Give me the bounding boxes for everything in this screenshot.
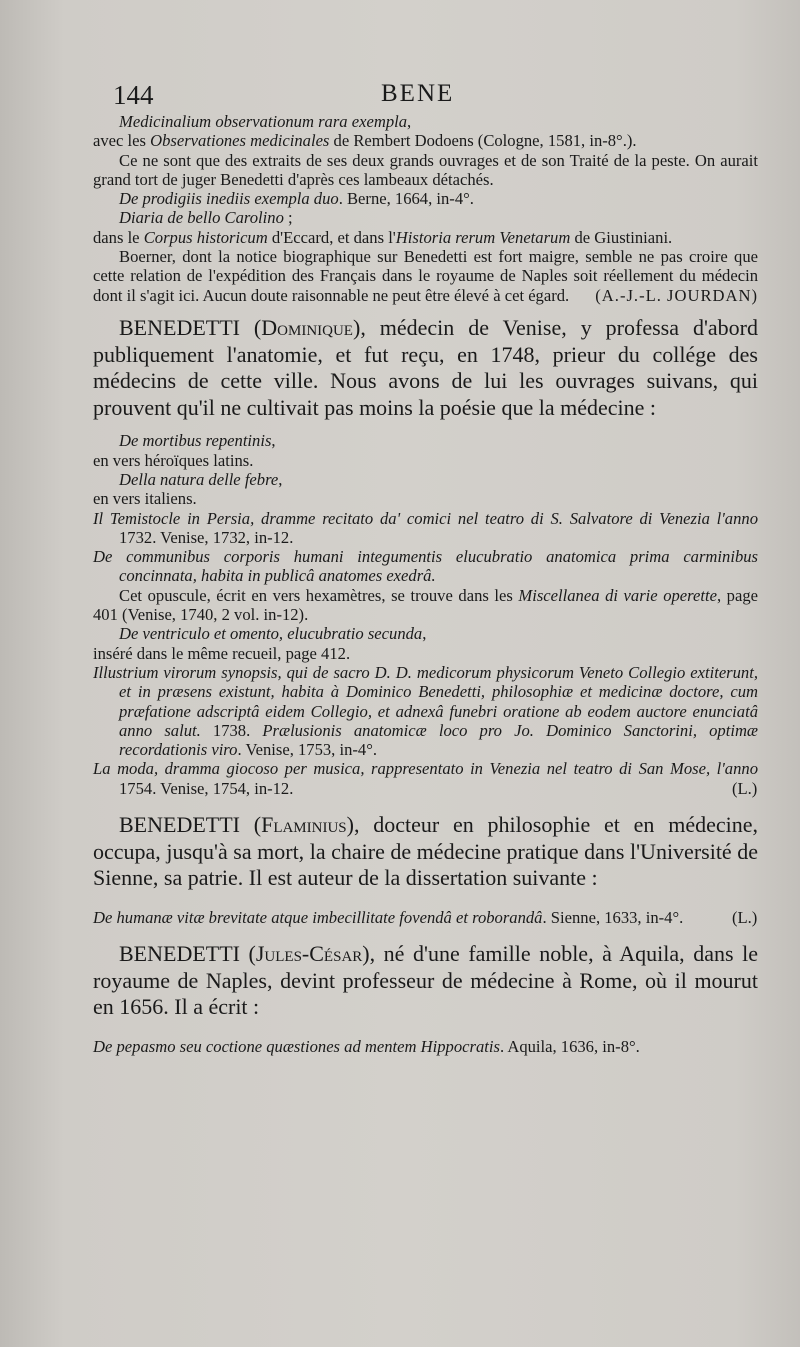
running-head: BENE	[381, 80, 455, 107]
work-note: en vers italiens.	[93, 489, 197, 509]
entry-heading-dominique: BENEDETTI (Dominique), médecin de Venise, y professa d'abord publiquement l'anatomie, et fut reçu, en 1748, prieur du collége des médecins de cette ville. Nous avons de lui les ouvrages suivans, qui prouvent qu'il ne cultivait pas moins la poésie que la médecine :	[93, 314, 758, 420]
work-title: De prodigiis inediis exempla duo. Berne, 1664, in-4°.	[119, 189, 474, 209]
page-content	[93, 78, 758, 1056]
author-signature: (A.-J.-L. JOURDAN)	[595, 285, 758, 305]
works-list-dominique	[93, 431, 758, 798]
page-number: 144	[113, 80, 154, 110]
commentary-paragraph: Ce ne sont que des extraits de ses deux grands ouvrages et de son Traité de la peste. On aurait grand tort de juger Benedetti d'après ces lambeaux détachés.	[93, 150, 758, 189]
work-title: De humanæ vitæ brevitate atque imbecillitate fovendâ et roborandâ. Sienne, 1633, in-4°. (L.)	[93, 907, 758, 927]
work-note: avec les Observationes medicinales de Rembert Dodoens (Cologne, 1581, in-8°.).	[93, 131, 637, 151]
work-note: Cet opuscule, écrit en vers hexamètres, se trouve dans les Miscellanea di varie operette, page 401 (Venise, 1740, 2 vol. in-12).	[93, 585, 759, 625]
entry-heading-jules: BENEDETTI (Jules-César), né d'une famille noble, à Aquila, dans le royaume de Naples, devint professeur de médecine à Rome, où il mourut en 1656. Il a écrit :	[93, 941, 758, 1020]
work-title: Illustrium virorum synopsis, qui de sacro D. D. medicorum physicorum Veneto Collegio extiterunt, et in præsens existunt, habita à Dominico Benedetti, philosophiæ et medicinæ doctore, cum præfatione adscriptâ eidem Collegio, et adnexâ funebri oratione ab eodem auctore enunciatâ anno salut. 1738. Prælusionis anatomicæ loco pro Jo. Dominico Sanctorini, optimæ recordationis viro. Venise, 1753, in-4°.	[93, 662, 758, 760]
work-title: La moda, dramma giocoso per musica, rappresentato in Venezia nel teatro di San Mose, l'anno 1754. Venise, 1754, in-12. (L.)	[93, 759, 758, 798]
work-title: De communibus corporis humani integumentis elucubratio anatomica prima carminibus concinnata, habita in publicâ anatomes exedrâ.	[93, 547, 758, 586]
page-header	[93, 78, 758, 112]
work-note: dans le Corpus historicum d'Eccard, et dans l'Historia rerum Venetarum de Giustiniani.	[93, 227, 673, 247]
work-title: Medicinalium observationum rara exempla,	[119, 112, 412, 131]
works-list-jules	[93, 1037, 758, 1056]
work-title: De mortibus repentinis,	[119, 431, 276, 451]
work-note: inséré dans le même recueil, page 412.	[93, 643, 351, 663]
work-title: Il Temistocle in Persia, dramme recitato da' comici nel teatro di S. Salvatore di Venezia l'anno 1732. Venise, 1732, in-12.	[93, 508, 758, 547]
intro-section	[93, 112, 758, 305]
work-title: Della natura delle febre,	[119, 469, 283, 489]
work-title: Diaria de bello Carolino ;	[119, 208, 293, 228]
works-list-flaminius	[93, 908, 758, 927]
commentary-paragraph: Boerner, dont la notice biographique sur Benedetti est fort maigre, semble ne pas croire que cette relation de l'expédition des Français dans le royaume de Naples soit réellement du médecin dont il s'agit ici. Aucun doute raisonnable ne peut être élevé à cet égard. (A.-J.-L. JOURDAN)	[93, 247, 758, 305]
work-note: en vers héroïques latins.	[93, 450, 254, 470]
entry-heading-flaminius: BENEDETTI (Flaminius), docteur en philosophie et en médecine, occupa, jusqu'à sa mort, la chaire de médecine pratique dans l'Université de Sienne, sa patrie. Il est auteur de la dissertation suivante :	[93, 811, 758, 891]
work-title: De pepasmo seu coctione quæstiones ad mentem Hippocratis. Aquila, 1636, in-8°.	[93, 1036, 640, 1056]
work-title: De ventriculo et omento, elucubratio secunda,	[119, 624, 427, 644]
